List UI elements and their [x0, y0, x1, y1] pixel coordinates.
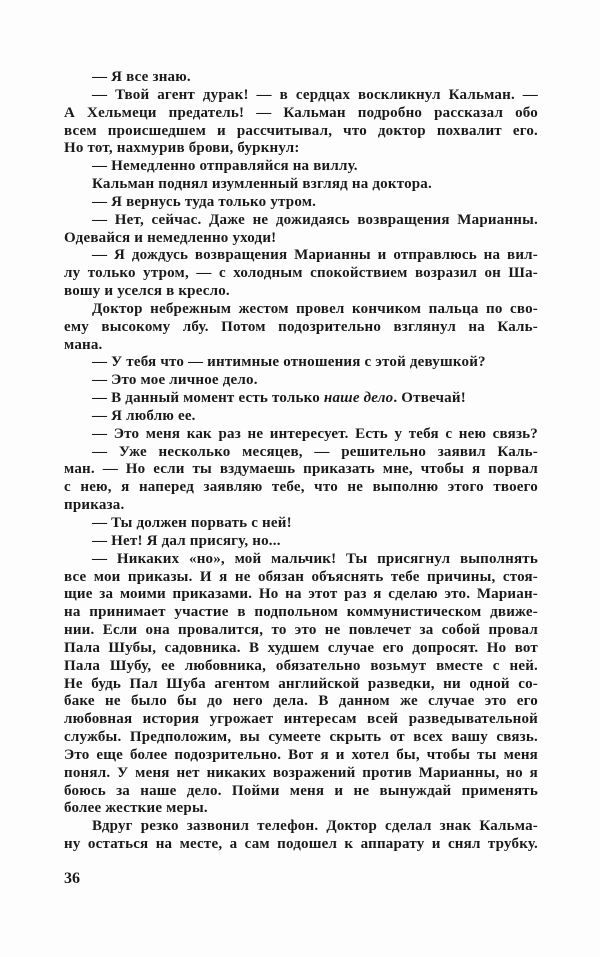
- line-text: понял. У меня нет никаких возражений против Марианны, но я: [64, 764, 538, 781]
- emphasis-text: наше дело: [323, 390, 394, 407]
- line-text: любовная история угрожает интересам всей разведывательной: [64, 711, 538, 728]
- text-line: [64, 139, 538, 157]
- line-text: Вдруг резко зазвонил телефон. Доктор сделал знак Кальма-: [92, 818, 538, 835]
- line-text: Не будь Пал Шуба агентом английской разведки, ни одной со-: [64, 675, 538, 692]
- line-text: А Хельмеци предатель! — Кальман подробно рассказал обо: [64, 104, 538, 121]
- line-text: все мои приказы. И я не обязан объяснять тебе причины, стоя-: [64, 568, 538, 585]
- line-text: нии. Если она провалится, то это не повлечет за собой провал: [64, 622, 538, 639]
- text-line: [92, 550, 538, 568]
- text-line: [64, 710, 538, 728]
- line-text: — Никаких «но», мой мальчик! Ты присягнул выполнять: [92, 550, 538, 567]
- line-text: ему высокому лбу. Потом подозрительно взглянул на Каль-: [64, 318, 538, 335]
- line-text: щие за моими приказами. Но на этот раз я сделаю это. Мариан-: [64, 586, 538, 603]
- line-text: более жесткие меры.: [64, 800, 208, 817]
- line-text: — Я все знаю.: [92, 69, 191, 85]
- text-line: [64, 460, 538, 478]
- text-line: [64, 799, 538, 817]
- line-text: с нею, я наперед заявляю тебе, что не выполню этого твоего: [64, 479, 538, 496]
- text-line: [64, 104, 538, 122]
- line-text: лу только утром, — с холодным спокойствием возразил он Ша-: [64, 265, 538, 282]
- text-line: [64, 835, 538, 853]
- line-text: — В данный момент есть только: [92, 390, 324, 407]
- text-line: [92, 246, 538, 264]
- line-text: Пала Шубу, ее любовника, обязательно возьмут вместе с ней.: [64, 657, 538, 674]
- page-number: 36: [64, 870, 80, 887]
- text-line: [64, 764, 538, 782]
- line-text: — Уже несколько месяцев, — решительно заявил Каль-: [92, 443, 538, 460]
- text-line: [64, 282, 538, 300]
- text-line: [92, 371, 538, 389]
- line-text: вошу и уселся в кресло.: [64, 283, 230, 300]
- line-text: Доктор небрежным жестом провел кончиком пальца по сво-: [92, 300, 538, 317]
- line-text: — Это мое личное дело.: [92, 372, 258, 389]
- line-text: — Нет! Я дал присягу, но...: [92, 532, 281, 549]
- text-line: [92, 68, 538, 86]
- text-line: [92, 211, 538, 229]
- text-line: [92, 86, 538, 104]
- text-line: [92, 157, 538, 175]
- line-text: — Ты должен порвать с ней!: [92, 515, 292, 531]
- line-text: Кальман поднял изумленный взгляд на доктора.: [92, 176, 432, 193]
- text-line: [64, 585, 538, 603]
- line-text: Пала Шубы, садовника. В худшем случае его допросят. Но вот: [64, 639, 538, 656]
- text-line: [64, 603, 538, 621]
- text-line: [64, 496, 538, 514]
- text-line: [64, 621, 538, 639]
- line-text: — У тебя что — интимные отношения с этой девушкой?: [92, 354, 486, 371]
- text-line: [92, 817, 538, 835]
- line-text: — Твой агент дурак! — в сердцах воскликнул Кальман. —: [92, 86, 538, 103]
- text-line: [64, 318, 538, 336]
- text-line: [64, 639, 538, 657]
- line-text: . Отвечай!: [393, 390, 466, 407]
- line-text: боюсь за наше дело. Пойми меня и не вынуждай применять: [64, 782, 538, 799]
- line-text: всем происшедшем и рассчитывал, что доктор похвалит его.: [64, 122, 538, 139]
- text-line: [64, 478, 538, 496]
- text-line: [64, 746, 538, 764]
- line-text: баке не было бы до него дела. В данном же случае это его: [64, 693, 538, 710]
- text-line: [92, 425, 538, 443]
- text-line: [64, 692, 538, 710]
- line-text: Это еще более подозрительно. Вот я и хотел бы, чтобы ты меня: [64, 746, 538, 763]
- line-text: на принимает участие в подпольном коммунистическом движе-: [64, 604, 538, 621]
- text-line: [64, 122, 538, 140]
- line-text: — Немедленно отправляйся на виллу.: [92, 158, 358, 175]
- line-text: — Это меня как раз не интересует. Есть у тебя с нею связь?: [92, 425, 538, 442]
- line-text: Но тот, нахмурив брови, буркнул:: [64, 140, 300, 157]
- line-text: ман. — Но если ты вздумаешь приказать мне, чтобы я порвал: [64, 461, 538, 478]
- line-text: — Я вернусь туда только утром.: [92, 193, 317, 210]
- text-line: [64, 782, 538, 800]
- text-line: [64, 264, 538, 282]
- text-line: [92, 389, 538, 407]
- line-text: приказа.: [64, 497, 125, 514]
- line-text: — Я люблю ее.: [92, 407, 196, 424]
- text-line: [92, 532, 538, 550]
- text-line: [92, 514, 538, 532]
- text-line: [64, 336, 538, 354]
- text-line: [92, 193, 538, 211]
- text-line: [64, 568, 538, 586]
- line-text: службы. Предположим, вы сумеете скрыть от всех вашу связь.: [64, 729, 538, 746]
- line-text: Одевайся и немедленно уходи!: [64, 229, 277, 246]
- text-line: [92, 407, 538, 425]
- text-line: [92, 175, 538, 193]
- text-line: [92, 353, 538, 371]
- line-text: мана.: [64, 336, 103, 353]
- line-text: — Нет, сейчас. Даже не дожидаясь возвращения Марианны.: [92, 211, 538, 228]
- line-text: ну остаться на месте, а сам подошел к аппарату и снял трубку.: [64, 836, 538, 853]
- text-line: [92, 443, 538, 461]
- text-line: [64, 229, 538, 247]
- text-line: [64, 728, 538, 746]
- text-line: [92, 300, 538, 318]
- text-line: [64, 657, 538, 675]
- line-text: — Я дождусь возвращения Марианны и отправлюсь на вил-: [92, 247, 538, 264]
- text-line: [64, 675, 538, 693]
